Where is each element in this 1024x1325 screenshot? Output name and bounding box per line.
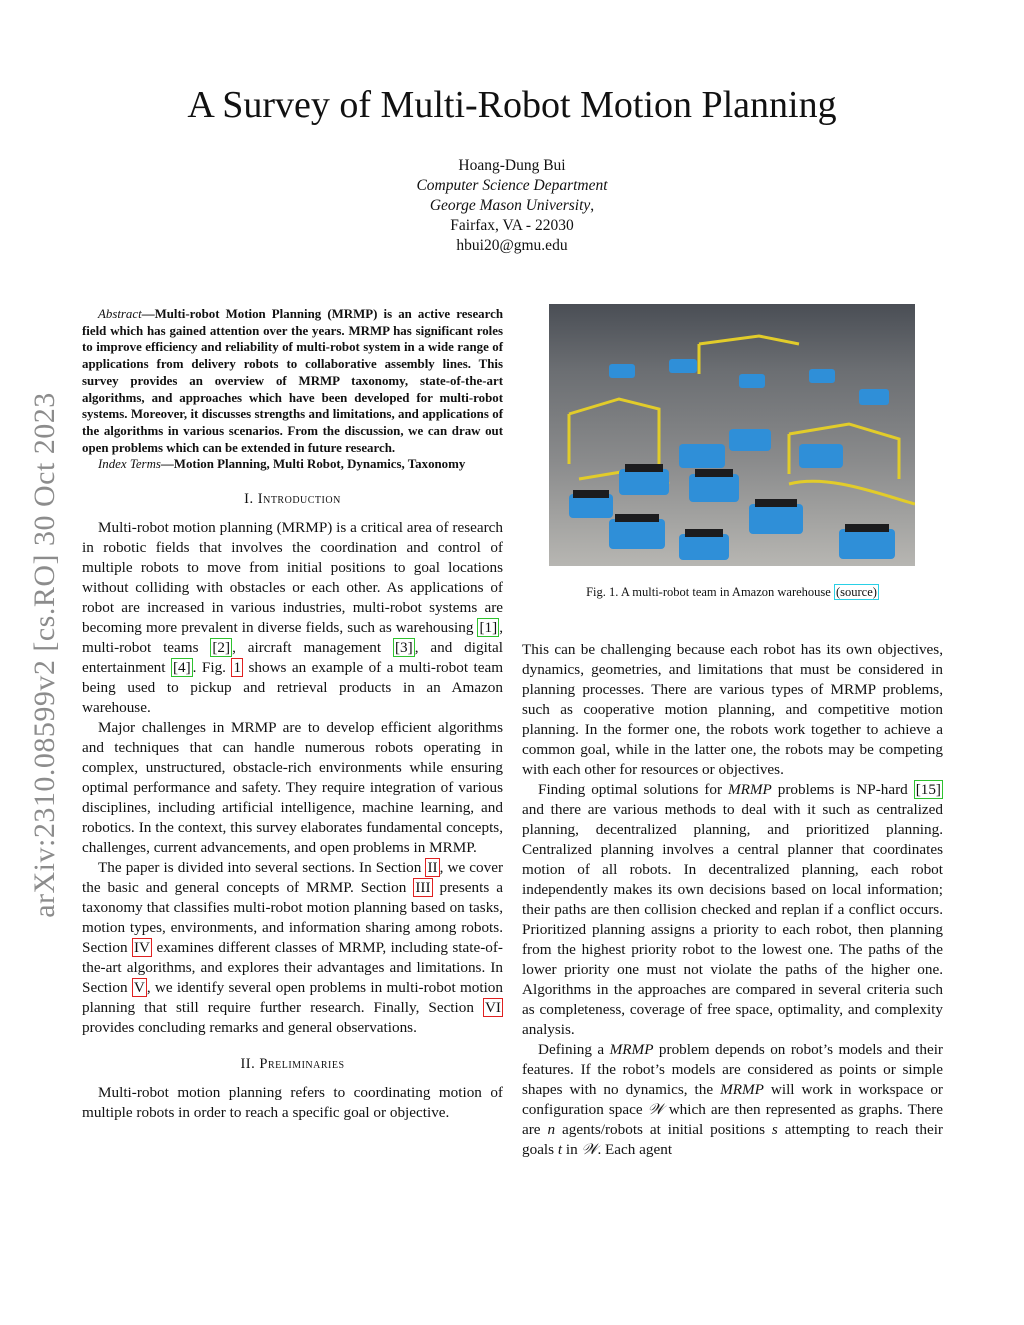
section-link-V[interactable]: V — [133, 979, 145, 997]
right-column — [522, 640, 943, 1160]
text-run: provides concluding remarks and general observations. — [82, 1019, 417, 1037]
citation-link-4[interactable]: [4] — [172, 659, 191, 677]
text-run: agents/robots at initial positions — [555, 1121, 772, 1138]
text-run: examines different classes of MRMP, including state-of-the-art algorithms, and explores their advantages and limitations. In Section — [82, 939, 503, 997]
right-paragraph-2 — [522, 780, 943, 1040]
text-run: and there are various methods to deal with it such as centralized planning, decentralized planning, and prioritized planning. Centralized planning involves a central planner that coordinates motion of all robots. In decentralized planning, each robot independently makes its own decisions based on local information; their paths are then collision checked and replan if a conflict occurs. Prioritized planning assigns a priority to each robot, then planning from the highest priority robot to the lowest one. The paths of the lower priority one must not violate the paths of the higher one. Algorithms in the approaches are compared in several criteria such as completeness, coverage of free space, optimality, and complexity analysis. — [522, 801, 943, 1038]
author-location: Fairfax, VA - 22030 — [450, 217, 574, 234]
text-run: presents a taxonomy that classifies multi-robot motion planning based on tasks, motion types, environments, and information sharing among robots. Section — [82, 879, 503, 957]
author-email[interactable]: hbui20@gmu.edu — [456, 237, 568, 254]
figure-warehouse-robots — [549, 304, 915, 566]
paper-title: A Survey of Multi-Robot Motion Planning — [187, 84, 837, 126]
text-run: , multi-robot teams — [82, 619, 503, 657]
text-run: . Each agent — [597, 1141, 673, 1158]
section-link-IV[interactable]: IV — [134, 939, 151, 957]
prelim-paragraph-1: Multi-robot motion planning refers to coordinating motion of multiple robots in order to reach a specific goal or objective. — [82, 1084, 503, 1122]
math-symbol: 𝒲 — [581, 1141, 598, 1158]
text-run: Defining a — [538, 1041, 610, 1058]
section-title-prelim: Preliminaries — [259, 1056, 345, 1073]
text-run: . Fig. — [192, 659, 232, 677]
text-run: will work in workspace or configuration space — [522, 1081, 943, 1118]
abstract-label: Abstract — [98, 307, 142, 321]
section-title-intro: Introduction — [257, 491, 341, 508]
text-run: which are then represented as graphs. There are — [522, 1101, 944, 1138]
text-run: attempting to reach their goals — [522, 1121, 943, 1158]
right-paragraph-1: This can be challenging because each robot has its own objectives, dynamics, geometries, and limitations that must be considered in planning processes. There are various types of MRMP problems, such as cooperative motion planning, and competitive motion planning. In the former one, the robots work together to achieve a common goal, while in the latter one, the robots may be competing with each other for resources or objectives. — [522, 641, 943, 778]
caption-text: Fig. 1. A multi-robot team in Amazon warehouse — [586, 585, 834, 599]
section-link-VI[interactable]: VI — [484, 999, 501, 1017]
math-symbol: s — [771, 1121, 778, 1138]
math-symbol: t — [557, 1141, 563, 1158]
text-run: , we cover the basic and general concepts of MRMP. Section — [82, 859, 504, 897]
abstract — [82, 306, 503, 456]
arxiv-identifier — [20, 360, 70, 950]
author-block — [0, 156, 1024, 256]
citation-link-1[interactable]: [1] — [479, 619, 498, 637]
text-run: shows an example of a multi-robot team being used to pickup and retrieval products in an Amazon warehouse. — [82, 659, 504, 717]
figure-caption — [522, 584, 943, 600]
text-run: problem depends on robot’s models and their features. If the robot’s models are considered as points or simple shapes with no dynamics, the — [522, 1041, 943, 1098]
section-link-II[interactable]: II — [427, 859, 438, 877]
text-run-italic: MRMP — [609, 1041, 654, 1058]
section-heading-intro — [82, 489, 503, 509]
text-run: , we identify several open problems in multi-robot motion planning that still require further research. Finally, Section — [82, 979, 503, 1017]
text-run: The paper is divided into several sections. In Section — [98, 859, 426, 877]
source-link[interactable]: (source) — [835, 585, 877, 599]
abstract-text: —Multi-robot Motion Planning (MRMP) is an active research field which has gained attention over the years. MRMP has significant roles to improve efficiency and reliability of multi-robot system in a wide range of applications from delivery robots to collaborative assembly lines. This survey provides an overview of MRMP taxonomy, state-of-the-art algorithms, and approaches which have been developed for multi-robot systems. Moreover, it discusses strengths and limitations, and applications of the algorithms in various scenarios. From the discussion, we can draw out open problems which can be extended in future research. — [82, 307, 503, 455]
text-run-italic: MRMP — [727, 781, 772, 798]
section-link-III[interactable]: III — [415, 879, 431, 897]
author-name: Hoang-Dung Bui — [458, 157, 566, 174]
section-number-intro: I. — [244, 491, 254, 508]
citation-link-2[interactable]: [2] — [212, 639, 231, 657]
index-terms-text: —Motion Planning, Multi Robot, Dynamics, Taxonomy — [160, 457, 466, 472]
left-column — [82, 306, 503, 1123]
citation-link-3[interactable]: [3] — [394, 639, 413, 657]
citation-link-15[interactable]: [15] — [915, 781, 941, 798]
arxiv-identifier-text: arXiv:2310.08599v2 [cs.RO] 30 Oct 2023 — [28, 392, 61, 918]
text-run: , and digital entertainment — [82, 639, 503, 677]
index-terms — [82, 456, 503, 473]
text-run: , aircraft management — [232, 639, 393, 657]
right-paragraph-3 — [522, 1040, 943, 1160]
intro-paragraph-1 — [82, 518, 503, 718]
index-terms-label: Index Terms — [98, 457, 161, 472]
author-university: George Mason University, — [429, 197, 595, 214]
intro-paragraph-2: Major challenges in MRMP are to develop efficient algorithms and techniques that can handle numerous robots operating in complex, unstructured, obstacle-rich environments while ensuring optimal performance and safety. They require integration of various disciplines, including artificial intelligence, machine learning, and robotics. In the context, this survey elaborates fundamental concepts, challenges, current advancements, and open problems in MRMP. — [82, 719, 503, 857]
warehouse-illustration — [549, 304, 915, 566]
author-university-name: George Mason University — [429, 197, 591, 214]
figure-link-1[interactable]: 1 — [233, 659, 242, 677]
author-department: Computer Science Department — [416, 177, 608, 194]
intro-paragraph-3 — [82, 858, 503, 1038]
text-run: Multi-robot motion planning (MRMP) is a critical area of research in robotic fields that involves the coordination and control of multiple robots to move from initial positions to goal locations without colliding with obstacles or each other. As applications of robot are increased in various industries, multi-robot systems are becoming more prevalent in diverse fields, such as warehousing — [82, 519, 503, 637]
text-run: problems is NP-hard — [771, 781, 914, 798]
math-symbol: n — [547, 1121, 556, 1138]
math-symbol: 𝒲 — [647, 1101, 664, 1118]
text-run: Finding optimal solutions for — [538, 781, 728, 798]
text-run-italic: MRMP — [720, 1081, 764, 1098]
section-number-prelim: II. — [240, 1056, 256, 1073]
section-heading-prelim — [82, 1054, 503, 1074]
text-run: in — [562, 1141, 582, 1158]
